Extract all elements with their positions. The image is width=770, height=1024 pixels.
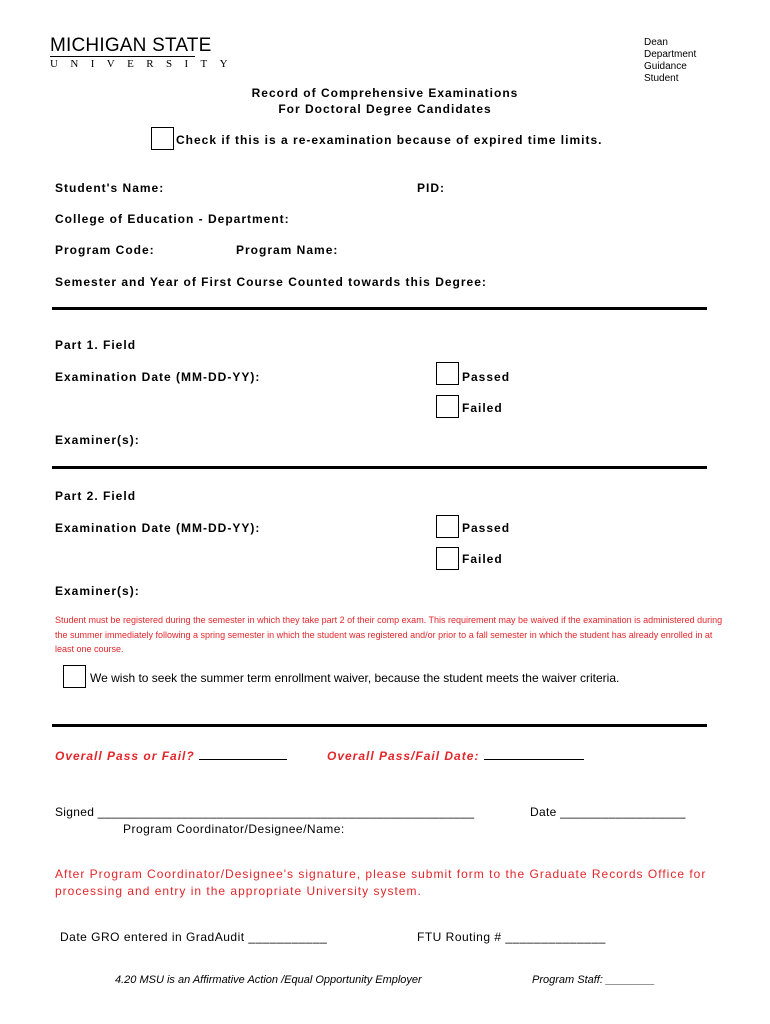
registration-note: Student must be registered during the semester in which they take part 2 of their comp exam. This requirement may be waived if the examination is administered during the summer immediately following a spring semester in which the student was registered and/or prior to a fall semester in which the student has already enrolled in at least one course. bbox=[55, 615, 723, 654]
msu-logo-wordmark: MICHIGAN STATE bbox=[50, 35, 212, 56]
program-staff-line[interactable]: Program Staff: ________ bbox=[532, 974, 655, 986]
part1-failed-label: Failed bbox=[462, 401, 503, 415]
distribution-list bbox=[644, 37, 696, 85]
copy-student: Student bbox=[644, 73, 679, 84]
program-code-label: Program Code: bbox=[55, 243, 155, 257]
program-name-label: Program Name: bbox=[236, 243, 339, 257]
semester-label: Semester and Year of First Course Counted towards this Degree: bbox=[55, 275, 487, 289]
copy-dean: Dean bbox=[644, 37, 668, 48]
part2-passed-label: Passed bbox=[462, 521, 511, 535]
overall-date-field bbox=[327, 747, 584, 765]
part2-failed-checkbox[interactable] bbox=[436, 547, 459, 570]
coordinator-label: Program Coordinator/Designee/Name: bbox=[123, 822, 345, 836]
signed-line[interactable]: Signed ______________________________________________________ bbox=[55, 805, 475, 819]
ftu-routing-line[interactable]: FTU Routing # ______________ bbox=[417, 930, 606, 944]
section-divider bbox=[52, 724, 707, 727]
eoe-statement: 4.20 MSU is an Affirmative Action /Equal Opportunity Employer bbox=[115, 974, 422, 986]
copy-guidance: Guidance bbox=[644, 61, 687, 72]
part1-passed-label: Passed bbox=[462, 370, 511, 384]
msu-logo-university: UNIVERSITY bbox=[50, 58, 240, 70]
part2-examiners-label: Examiner(s): bbox=[55, 584, 140, 598]
overall-pass-fail-label: Overall Pass or Fail? bbox=[55, 749, 195, 763]
reexam-checkbox[interactable] bbox=[151, 127, 174, 150]
waiver-checkbox[interactable] bbox=[63, 665, 86, 688]
submission-instructions: After Program Coordinator/Designee's signature, please submit form to the Graduate Records Office for processing and entry in the appropriate University system. bbox=[55, 867, 707, 898]
overall-date-input[interactable] bbox=[484, 748, 584, 760]
part2-passed-checkbox[interactable] bbox=[436, 515, 459, 538]
section-divider bbox=[52, 466, 707, 469]
pid-label: PID: bbox=[417, 181, 445, 195]
part1-examiners-label: Examiner(s): bbox=[55, 433, 140, 447]
student-name-label: Student's Name: bbox=[55, 181, 165, 195]
logo-divider bbox=[50, 56, 195, 57]
overall-date-label: Overall Pass/Fail Date: bbox=[327, 749, 480, 763]
part2-failed-label: Failed bbox=[462, 552, 503, 566]
part2-heading: Part 2. Field bbox=[55, 489, 137, 503]
college-label: College of Education - Department: bbox=[55, 212, 290, 226]
part1-heading: Part 1. Field bbox=[55, 338, 137, 352]
overall-pass-fail-field bbox=[55, 747, 287, 765]
form-subtitle: For Doctoral Degree Candidates bbox=[278, 102, 492, 116]
part2-exam-date-label: Examination Date (MM-DD-YY): bbox=[55, 521, 261, 535]
section-divider bbox=[52, 307, 707, 310]
overall-pass-fail-input[interactable] bbox=[199, 748, 287, 760]
part1-passed-checkbox[interactable] bbox=[436, 362, 459, 385]
signature-date-line[interactable]: Date __________________ bbox=[530, 805, 686, 819]
form-title: Record of Comprehensive Examinations bbox=[251, 86, 519, 100]
copy-department: Department bbox=[644, 49, 697, 60]
part1-failed-checkbox[interactable] bbox=[436, 395, 459, 418]
gro-entered-line[interactable]: Date GRO entered in GradAudit ___________ bbox=[60, 930, 328, 944]
waiver-label: We wish to seek the summer term enrollment waiver, because the student meets the waiver criteria. bbox=[90, 671, 620, 685]
part1-exam-date-label: Examination Date (MM-DD-YY): bbox=[55, 370, 261, 384]
reexam-label: Check if this is a re-examination because of expired time limits. bbox=[176, 133, 603, 147]
